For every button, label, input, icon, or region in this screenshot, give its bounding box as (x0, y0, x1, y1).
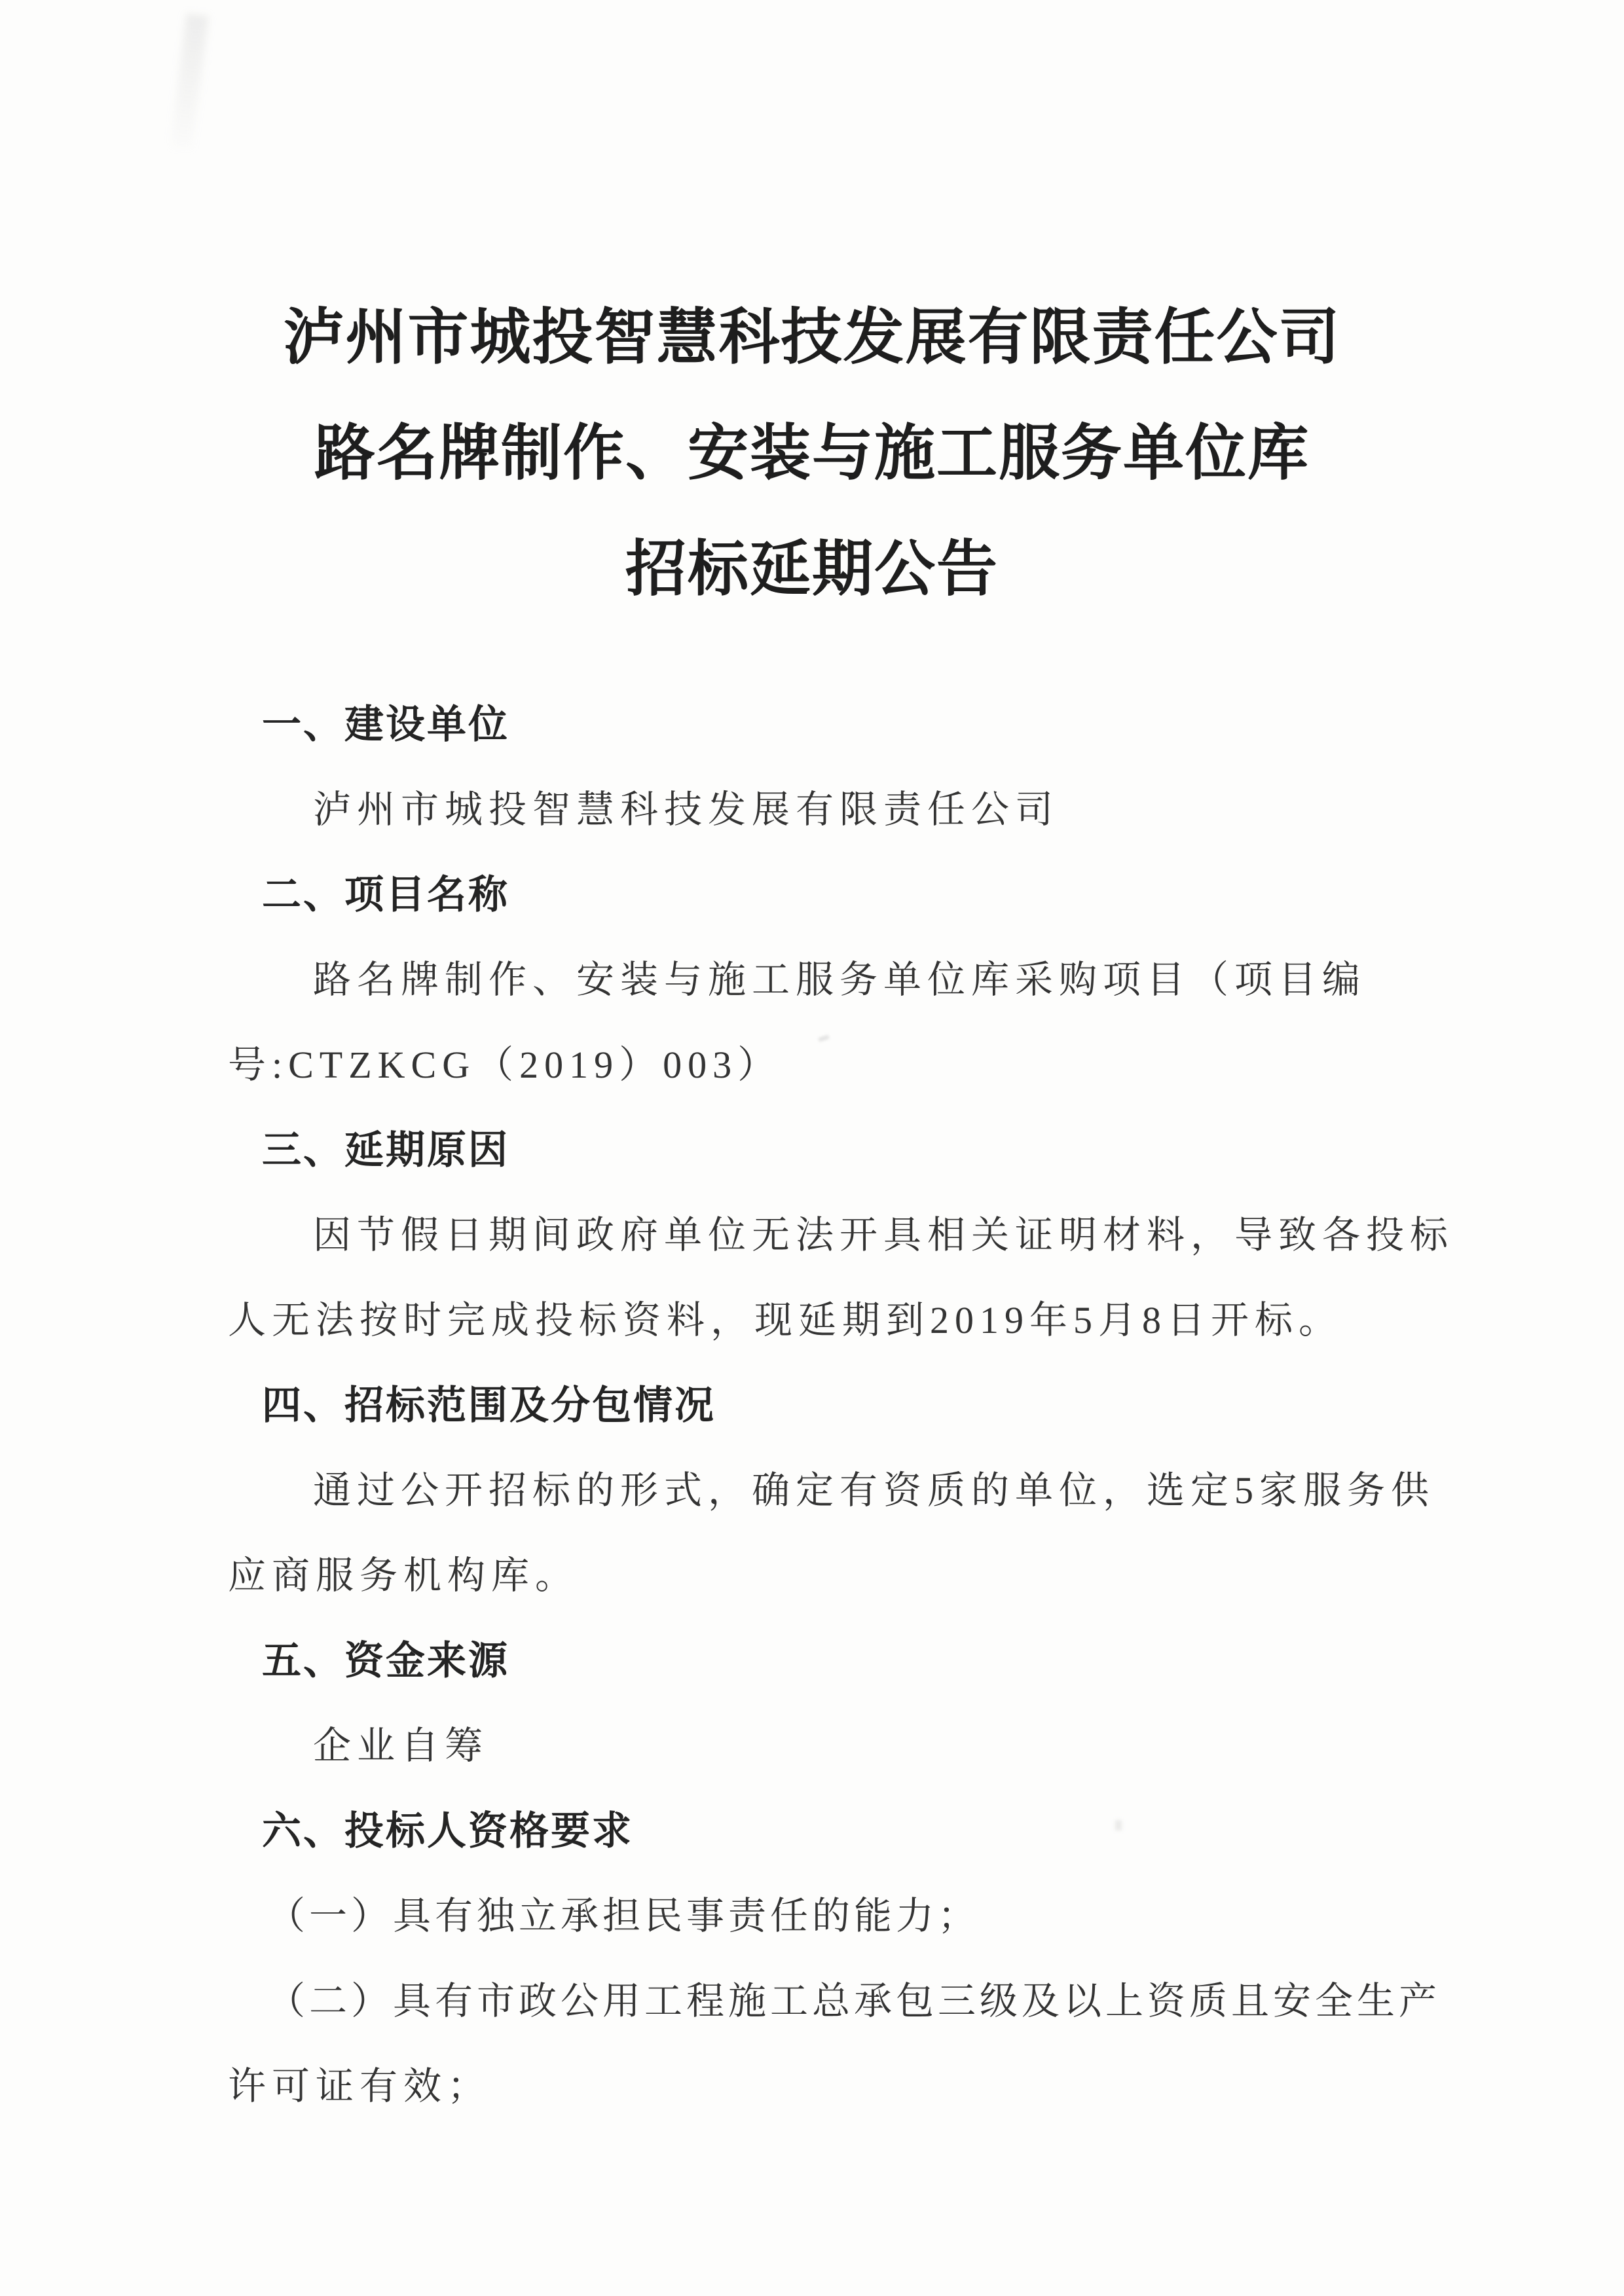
body-text-line: （一）具有独立承担民事责任的能力； (267, 1895, 980, 1937)
body-text-line: 应商服务机构库。 (228, 1554, 580, 1597)
section-heading: 四、招标范围及分包情况 (262, 1383, 716, 1427)
body-text-line: 泸州市城投智慧科技发展有限责任公司 (313, 788, 1060, 831)
body-text-line: 人无法按时完成投标资料，现延期到2019年5月8日开标。 (228, 1299, 1343, 1341)
section-heading: 三、延期原因 (262, 1128, 509, 1172)
title-line: 招标延期公告 (625, 536, 999, 604)
document-title (0, 280, 1624, 628)
title-line: 路名牌制作、安装与施工服务单位库 (314, 420, 1310, 488)
document-body (228, 682, 1454, 2129)
body-text-line: 许可证有效； (228, 2065, 492, 2107)
section-heading: 六、投标人资格要求 (262, 1809, 633, 1853)
body-text-line: 路名牌制作、安装与施工服务单位库采购项目（项目编 (313, 958, 1367, 1001)
scan-streak-artifact (170, 14, 209, 150)
body-text-line: 企业自筹 (313, 1724, 489, 1767)
section-heading: 五、资金来源 (262, 1639, 509, 1683)
section-heading: 二、项目名称 (262, 873, 509, 917)
body-text-line: 通过公开招标的形式，确定有资质的单位，选定5家服务供 (313, 1469, 1435, 1512)
section-heading: 一、建设单位 (262, 702, 509, 746)
body-text-line: 因节假日期间政府单位无法开具相关证明材料，导致各投标 (313, 1214, 1454, 1256)
title-line: 泸州市城投智慧科技发展有限责任公司 (283, 304, 1341, 372)
body-text-line: （二）具有市政公用工程施工总承包三级及以上资质且安全生产 (267, 1980, 1441, 2022)
body-text-line: 号:CTZKCG（2019）003） (228, 1044, 782, 1086)
